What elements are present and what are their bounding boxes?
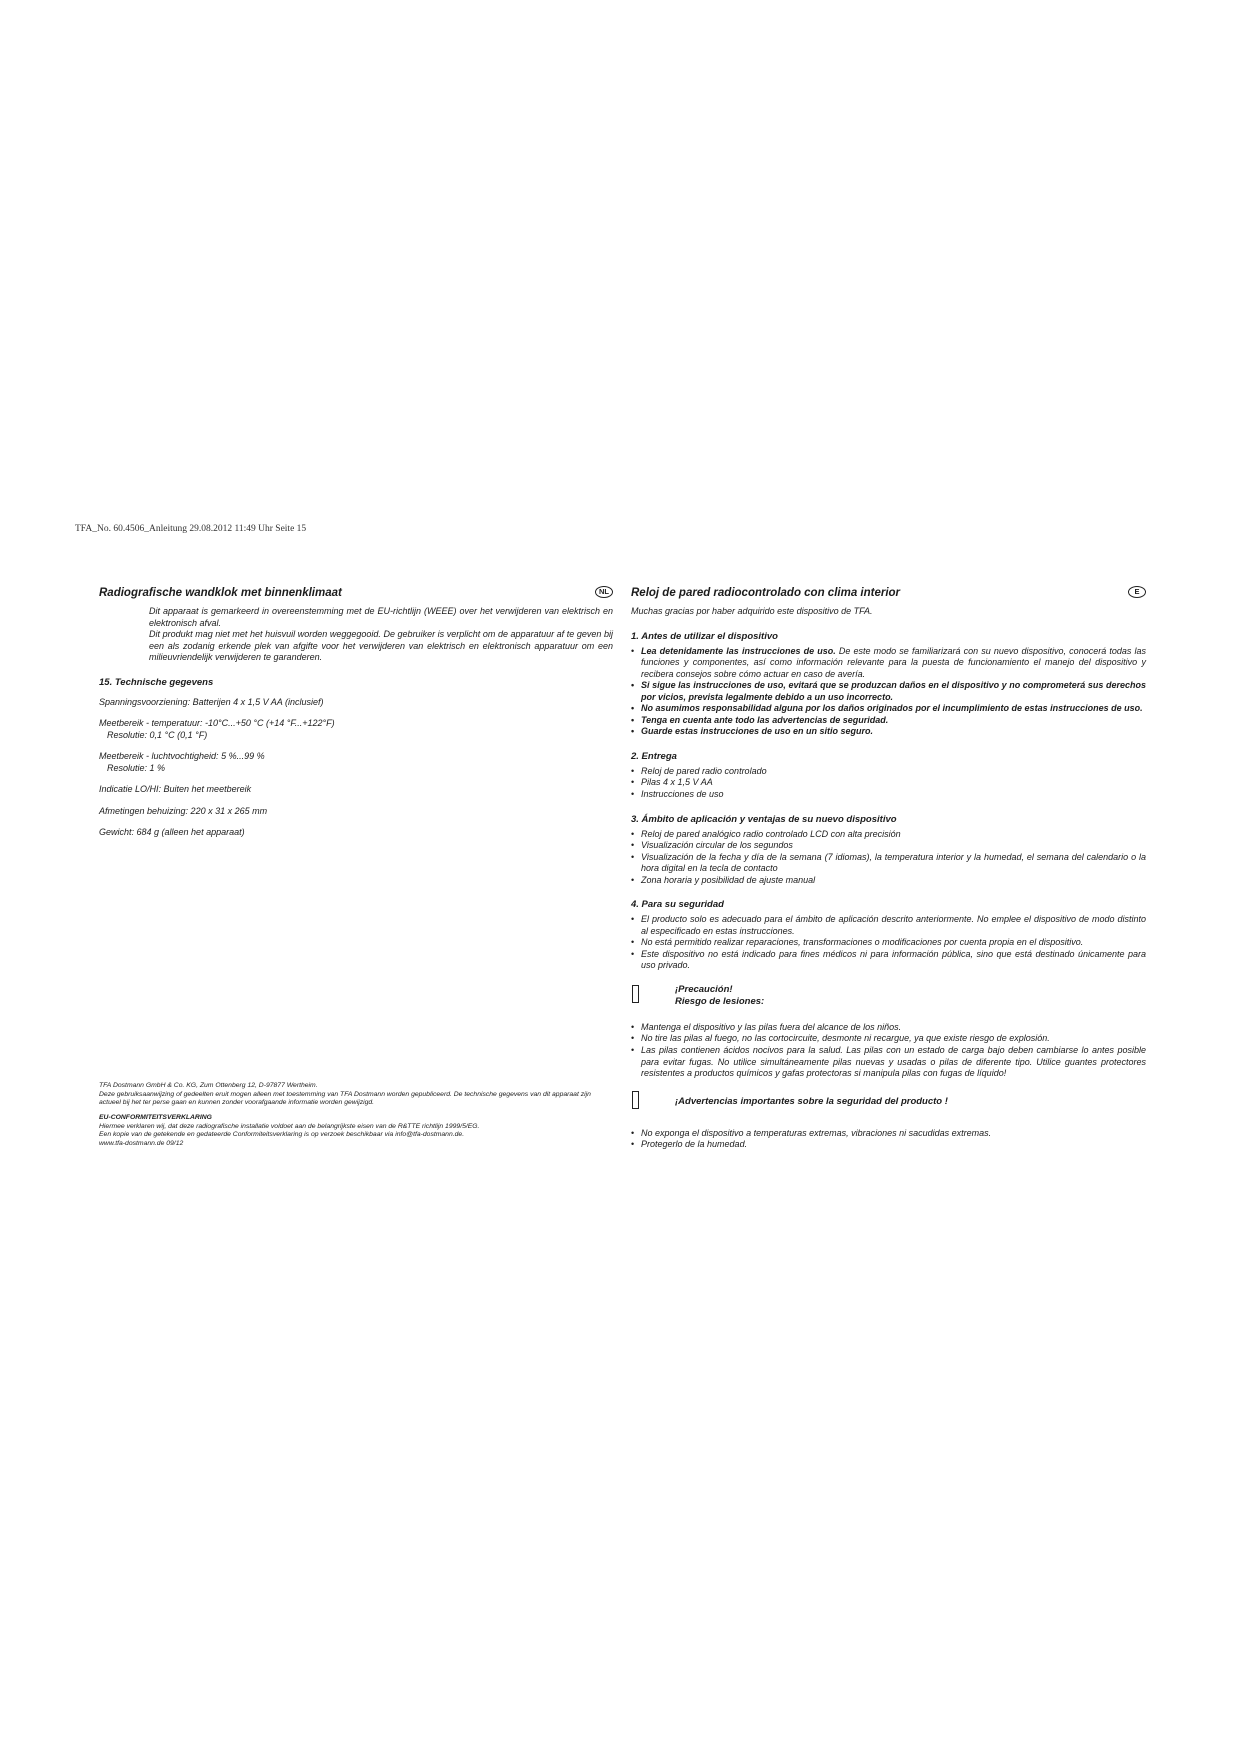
list-item: • Instrucciones de uso <box>631 789 1146 801</box>
section-1-list <box>631 646 1146 738</box>
nl-language-badge: NL <box>595 586 613 598</box>
tech-specs-heading: 15. Technische gegevens <box>99 676 214 688</box>
section-4-heading: 4. Para su seguridad <box>631 899 724 911</box>
list-item: • Visualización circular de los segundos <box>631 840 1146 852</box>
list-item: • Tenga en cuenta ante todo las advertencias de seguridad. <box>631 715 1146 727</box>
list-item: • Si sigue las instrucciones de uso, evitará que se produzcan daños en el dispositivo y no comprometerá sus derechos por vicios, prevista legalmente debido a un uso incorrecto. <box>631 680 1146 703</box>
spec-temp-resolution: Resolutie: 0,1 °C (0,1 °F) <box>107 729 208 740</box>
spec-temp-range: Meetbereik - temperatuur: -10°C...+50 °C (+14 °F...+122°F) <box>99 718 335 729</box>
dutch-title: Radiografische wandklok met binnenklimaat <box>99 587 342 599</box>
caution-list <box>631 1022 1146 1080</box>
spec-hum-resolution: Resolutie: 1 % <box>107 762 166 773</box>
list-item: • El producto solo es adecuado para el ámbito de aplicación descrito anteriormente. No emplee el dispositivo de modo distinto al especificado en estas instrucciones. <box>631 914 1146 937</box>
weee-paragraph-1: Dit apparaat is gemarkeerd in overeenstemming met de EU-richtlijn (WEEE) over het verwijderen van elektrisch en elektronisch afval. <box>149 606 613 628</box>
list-item: • Visualización de la fecha y día de la semana (7 idiomas), la temperatura interior y la humedad, el semana del calendario o la hora digital en la tecla de contacto <box>631 852 1146 875</box>
list-item: • Protegerlo de la humedad. <box>631 1139 1146 1151</box>
list-item: • Lea detenidamente las instrucciones de uso. De este modo se familiarizará con su nuevo dispositivo, conocerá todas las funciones y componentes, así como información relevante para la puesta de funcionamiento el manejo del dispositivo y recibera consejos sobre cómo actuar en caso de avería. <box>631 646 1146 681</box>
dutch-column <box>99 586 613 849</box>
spec-hum-range: Meetbereik - luchtvochtigheid: 5 %...99 % <box>99 751 265 762</box>
website: www.tfa-dostmann.de 09/12 <box>99 1140 184 1148</box>
list-item: • No está permitido realizar reparaciones, transformaciones o modificaciones por cuenta propia en el dispositivo. <box>631 937 1146 949</box>
list-item: • Las pilas contienen ácidos nocivos para la salud. Las pilas con un estado de carga bajo deben cambiarse lo antes posible para evitar fugas. No utilice simultáneamente pilas nuevas y usadas o pilas de diferente tipo. Utilice guantes protectores resistentes a productos químicos y gafas protectoras si manipula pilas con fugas de líquido! <box>631 1045 1146 1080</box>
spec-humidity <box>99 751 613 774</box>
section-3-list <box>631 829 1146 887</box>
section-1-heading: 1. Antes de utilizar el dispositivo <box>631 630 778 642</box>
caution-block <box>631 984 1146 1012</box>
list-item: • No tire las pilas al fuego, no las cortocircuite, desmonte ni recargue, ya que existe riesgo de explosión. <box>631 1033 1146 1045</box>
safety-block <box>631 1090 1146 1118</box>
section-2-heading: 2. Entrega <box>631 750 677 762</box>
safety-list <box>631 1128 1146 1151</box>
caution-subtitle: Riesgo de lesiones: <box>675 996 765 1008</box>
section-2-list <box>631 766 1146 801</box>
warning-icon <box>632 1091 639 1109</box>
warning-icon <box>632 985 639 1003</box>
list-item: • Reloj de pared analógico radio controlado LCD con alta precisión <box>631 829 1146 841</box>
spec-indication: Indicatie LO/HI: Buiten het meetbereik <box>99 784 252 795</box>
conformity-copy: Een kopie van de getekende en gedateerde Conformiteitsverklaring is op verzoek beschikbaar via info@tfa-dostmann.de. <box>99 1131 465 1139</box>
caution-title: ¡Precaución! <box>675 983 733 995</box>
e-language-badge: E <box>1128 586 1146 598</box>
section-4-list <box>631 914 1146 972</box>
print-header: TFA_No. 60.4506_Anleitung 29.08.2012 11:49 Uhr Seite 15 <box>75 524 307 534</box>
spanish-title: Reloj de pared radiocontrolado con clima interior <box>631 587 901 599</box>
dutch-title-row <box>99 586 613 602</box>
list-item: • Zona horaria y posibilidad de ajuste manual <box>631 875 1146 887</box>
list-item: • Guarde estas instrucciones de uso en un sitio seguro. <box>631 726 1146 738</box>
footer-address: TFA Dostmann GmbH & Co. KG, Zum Ottenberg 12, D-97877 Wertheim. <box>99 1082 318 1089</box>
list-item: • Este dispositivo no está indicado para fines médicos ni para información pública, sino que está destinado únicamente para uso privado. <box>631 949 1146 972</box>
list-item: • No exponga el dispositivo a temperaturas extremas, vibraciones ni sacudidas extremas. <box>631 1128 1146 1140</box>
list-item: • Reloj de pared radio controlado <box>631 766 1146 778</box>
conformity-text: Hiermee verklaren wij, dat deze radiografische installatie voldoet aan de belangrijkste eisen van de R&TTE richtlijn 1999/5/EG. <box>99 1122 480 1130</box>
section-3-heading: 3. Ámbito de aplicación y ventajas de su nuevo dispositivo <box>631 813 897 825</box>
spanish-title-row <box>631 586 1146 602</box>
list-item: • No asumimos responsabilidad alguna por los daños originados por el incumplimiento de estas instrucciones de uso. <box>631 703 1146 715</box>
spec-weight: Gewicht: 684 g (alleen het apparaat) <box>99 827 245 838</box>
weee-paragraph-2: Dit produkt mag niet met het huisvuil worden weggegooid. De gebruiker is verplicht om de apparatuur af te geven bij een als zodanig erkende plek van afgifte voor het verwijderen van elektrisch en elektronisch apparatuur om een milieuvriendelijk verwijderen te garanderen. <box>149 629 613 663</box>
spanish-intro: Muchas gracias por haber adquirido este dispositivo de TFA. <box>631 606 873 616</box>
spec-power: Spanningsvoorziening: Batterijen 4 x 1,5 V AA (inclusief) <box>99 696 324 707</box>
dutch-footer <box>99 1082 613 1149</box>
footer-disclaimer: Deze gebruiksaanwijzing of gedeelten eruit mogen alleen met toestemming van TFA Dostmann worden gepubliceerd. De technische gegevens van dit apparaat zijn actueel bij het ter perse gaan en kunnen zonder voorafgaande informatie worden gewijzigd. <box>99 1090 591 1107</box>
conformity-heading: EU-CONFORMITEITSVERKLARING <box>99 1114 212 1122</box>
spec-temperature <box>99 718 613 741</box>
spanish-column <box>631 586 1146 1151</box>
spec-dimensions: Afmetingen behuizing: 220 x 31 x 265 mm <box>99 805 268 816</box>
list-item: • Mantenga el dispositivo y las pilas fuera del alcance de los niños. <box>631 1022 1146 1034</box>
list-item: • Pilas 4 x 1,5 V AA <box>631 777 1146 789</box>
safety-title: ¡Advertencias importantes sobre la seguridad del producto ! <box>675 1095 948 1107</box>
